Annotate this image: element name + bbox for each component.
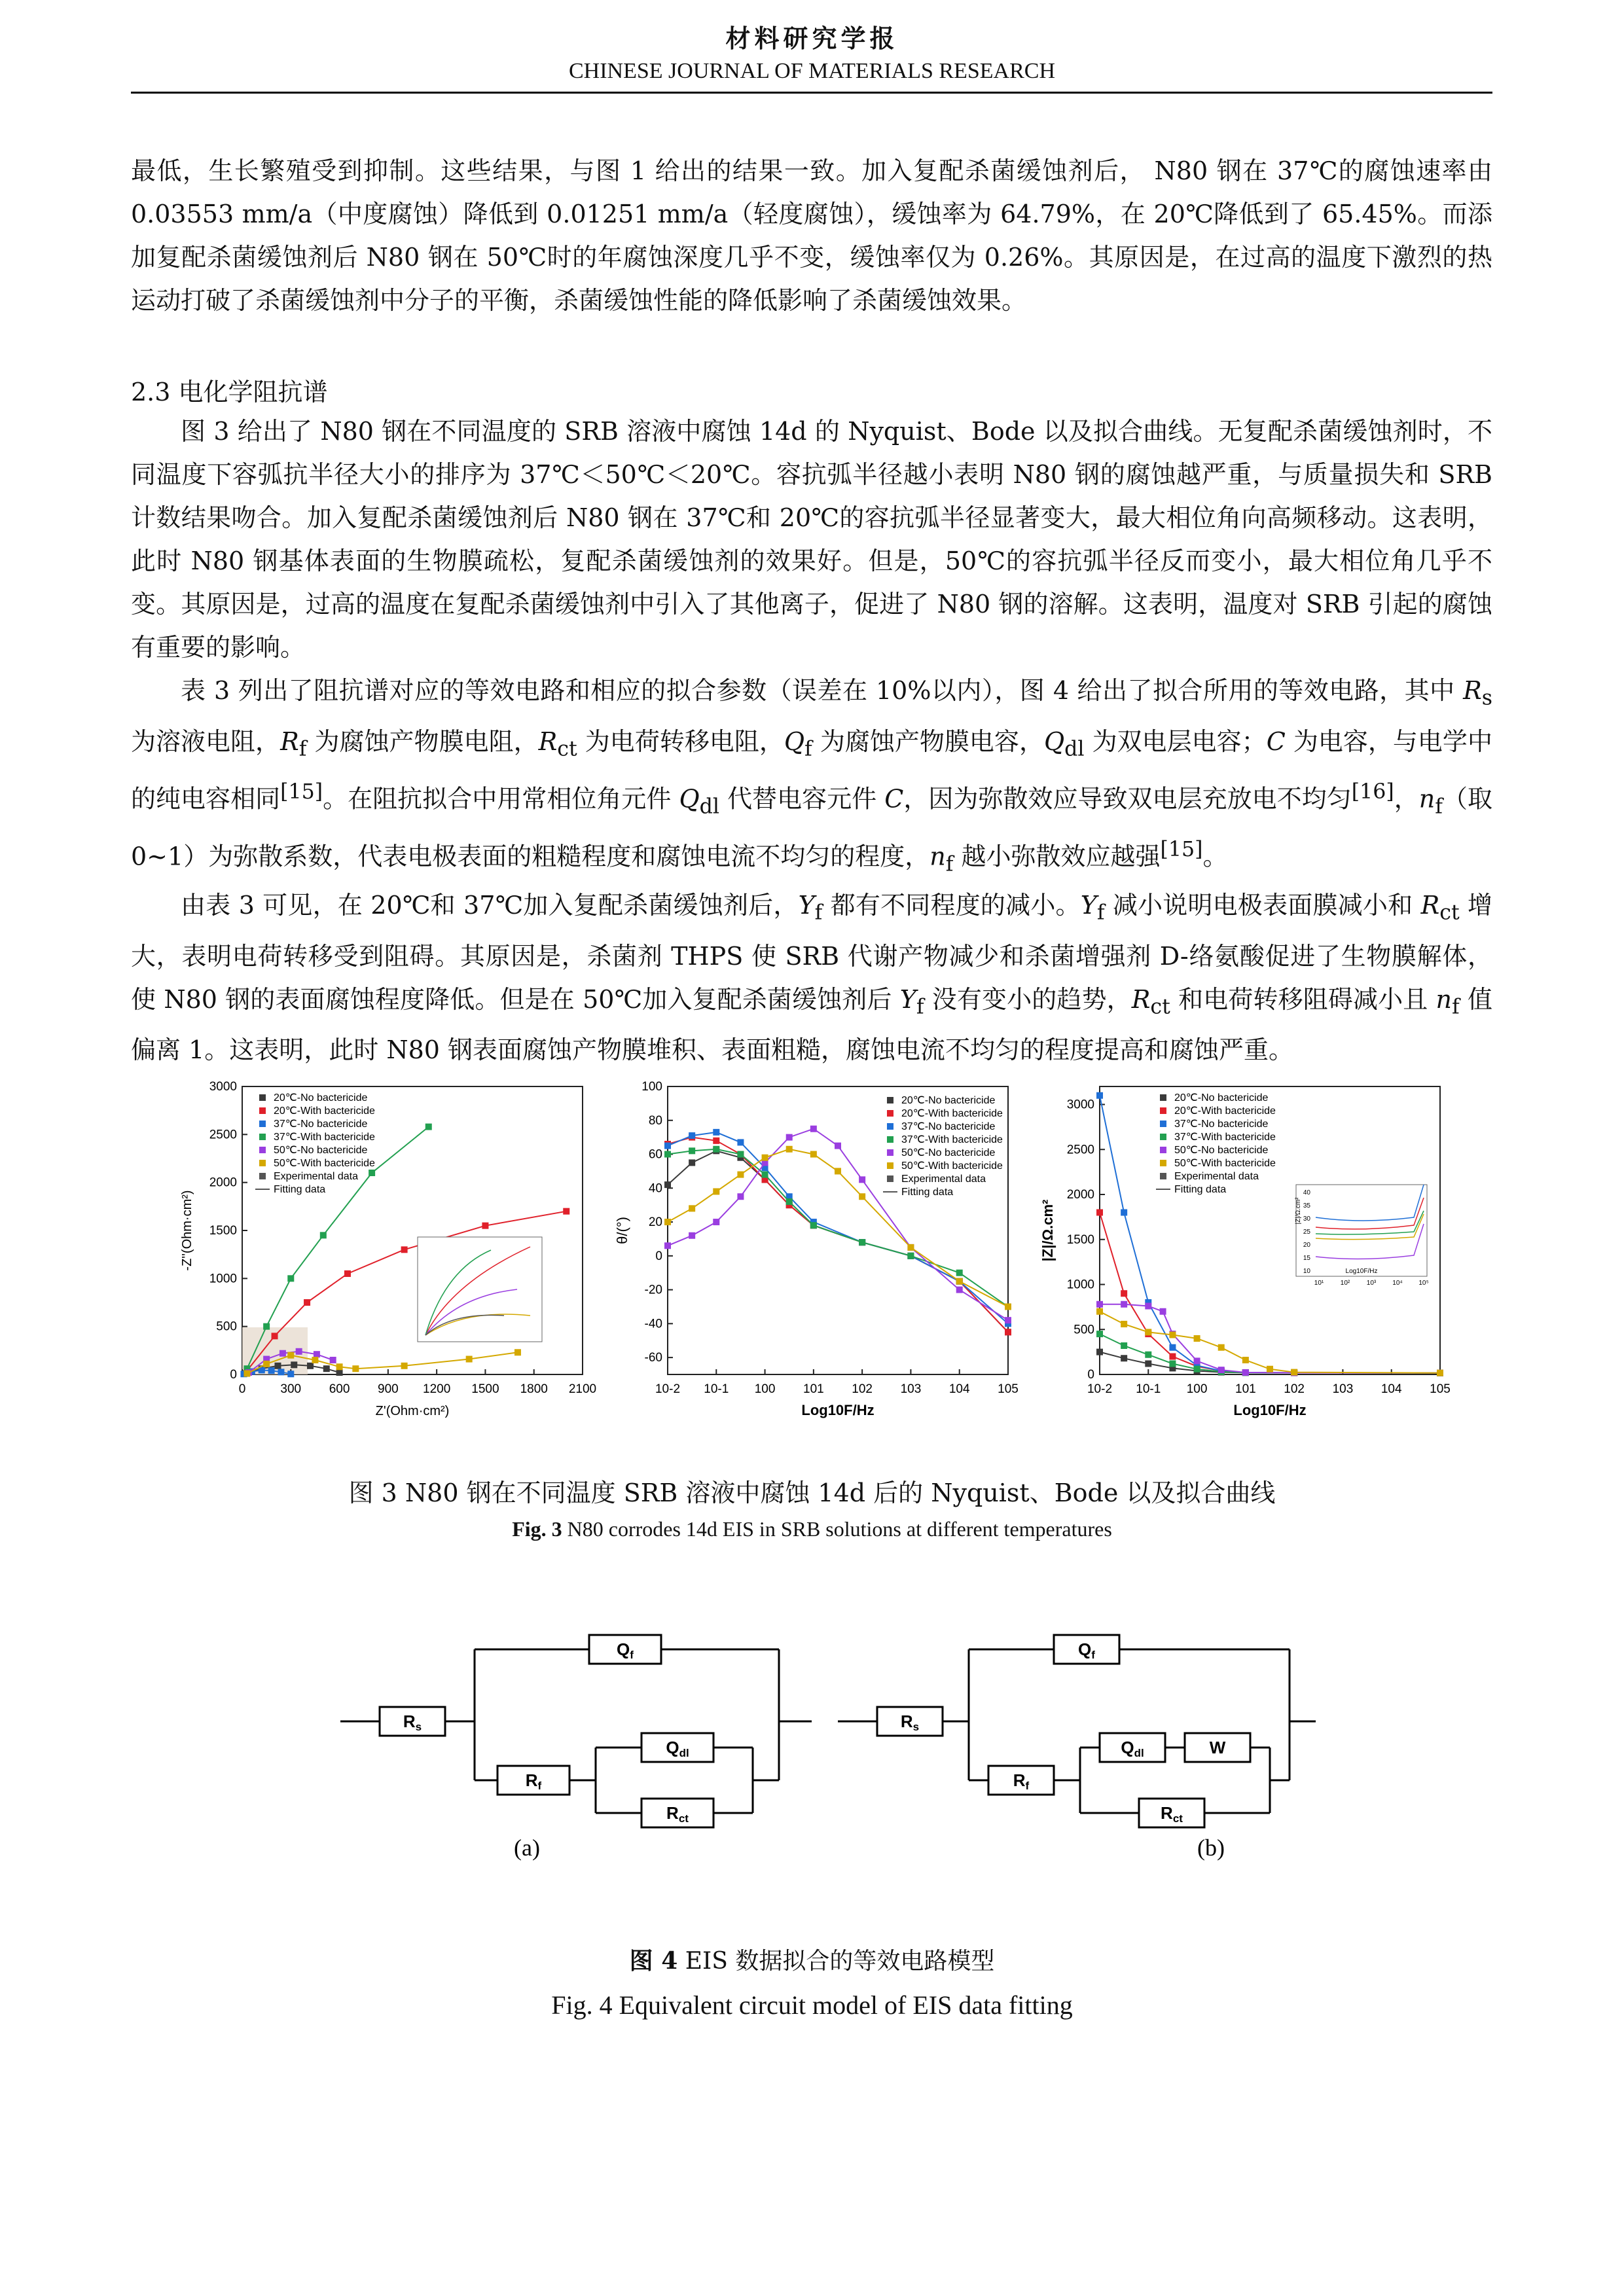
- figure-3-caption-en: Fig. 3 N80 corrodes 14d EIS in SRB solutions at different temperatures: [512, 1517, 1112, 1541]
- y-tick-label: -60: [644, 1351, 662, 1365]
- paragraph-2: 图 3 给出了 N80 钢在不同温度的 SRB 溶液中腐蚀 14d 的 Nyquist、Bode 以及拟合曲线。无复配杀菌缓蚀剂时，不同温度下容弧抗半径大小的排序为 37℃＜50℃＜20℃。容抗弧半径越小表明 N80 钢的腐蚀越严重，与质量损失和 SRB 计数结果吻合。加入复配杀菌缓蚀剂后 N80 钢在 37℃和 20℃的容抗弧半径显著变大，最大相位角向高频移动。这表明，此时 N80 钢基体表面的生物膜疏松，复配杀菌缓蚀剂的效果好。但是，50℃的容抗弧半径反而变小，最大相位角几乎不变。其原因是，过高的温度在复配杀菌缓蚀剂中引入了其他离子，促进了 N80 钢的溶解。这表明，温度对 SRB 引起的腐蚀有重要的影响。: [131, 417, 1492, 662]
- data-point: [664, 1219, 671, 1225]
- data-point: [280, 1350, 286, 1357]
- data-point: [689, 1232, 695, 1239]
- data-point: [244, 1371, 250, 1377]
- circuit-a-qf: Qf: [617, 1640, 634, 1661]
- legend-label: Experimental data: [901, 1174, 986, 1185]
- data-point: [1169, 1361, 1176, 1367]
- x-tick-label: 0: [238, 1382, 246, 1396]
- modulus-x-label: Log10F/Hz: [1233, 1402, 1307, 1418]
- circuit-b-rf: Rf: [1013, 1770, 1030, 1792]
- data-point: [859, 1193, 865, 1200]
- figure-4-caption-cn: 图 4 EIS 数据拟合的等效电路模型: [629, 1947, 995, 1975]
- data-point: [1169, 1344, 1176, 1351]
- inset-y-tick-label: 15: [1303, 1255, 1310, 1262]
- data-point: [287, 1371, 294, 1377]
- legend-label: 20℃-No bactericide: [901, 1095, 996, 1106]
- legend-swatch: [1160, 1107, 1166, 1114]
- x-tick-label: 900: [378, 1382, 399, 1396]
- data-point: [689, 1205, 695, 1211]
- y-tick-label: 60: [648, 1147, 662, 1162]
- circuit-a-rs: Rs: [403, 1712, 422, 1733]
- legend-swatch: [259, 1160, 266, 1166]
- x-tick-label: 1200: [423, 1382, 451, 1396]
- legend-swatch: [1160, 1173, 1166, 1179]
- data-point: [401, 1246, 408, 1253]
- legend-swatch: [887, 1097, 893, 1103]
- legend-swatch: [259, 1121, 266, 1127]
- data-point: [314, 1351, 320, 1357]
- data-point: [1194, 1357, 1200, 1364]
- data-point: [1169, 1354, 1176, 1360]
- legend-swatch: [887, 1149, 893, 1156]
- data-point: [352, 1365, 359, 1372]
- legend-label: 37℃-No bactericide: [901, 1121, 996, 1132]
- x-tick-label: 600: [329, 1382, 350, 1396]
- data-point: [1121, 1342, 1127, 1349]
- data-point: [810, 1126, 817, 1132]
- circuit-b-qf: Qf: [1078, 1640, 1095, 1661]
- legend-label: 37℃-With bactericide: [274, 1132, 375, 1143]
- legend-swatch: [259, 1134, 266, 1140]
- data-point: [689, 1159, 695, 1166]
- data-point: [737, 1139, 744, 1145]
- modulus-legend: [1156, 1092, 1276, 1195]
- modulus-inset: [1295, 1185, 1429, 1287]
- data-point: [762, 1172, 768, 1178]
- data-point: [274, 1363, 281, 1369]
- circuit-a-rct: Rct: [666, 1803, 689, 1825]
- data-point: [762, 1155, 768, 1161]
- data-point: [1145, 1303, 1151, 1310]
- x-tick-label: 102: [852, 1382, 873, 1396]
- figure-3: [157, 1080, 1479, 1440]
- data-point: [287, 1275, 294, 1282]
- circuit-b-rs: Rs: [900, 1712, 920, 1733]
- data-point: [1005, 1329, 1011, 1335]
- data-point: [786, 1146, 793, 1153]
- y-tick-label: 3000: [1066, 1098, 1094, 1112]
- data-point: [425, 1124, 432, 1130]
- x-tick-label: 1500: [471, 1382, 499, 1396]
- data-point: [323, 1365, 330, 1372]
- y-tick-label: -40: [644, 1317, 662, 1331]
- inset-x-label: Log10F/Hz: [1345, 1268, 1378, 1275]
- y-tick-label: 0: [655, 1249, 662, 1263]
- data-point: [810, 1151, 817, 1158]
- data-point: [1437, 1370, 1443, 1376]
- y-tick-label: 500: [1074, 1323, 1094, 1337]
- inset-y-tick-label: 20: [1303, 1242, 1310, 1249]
- x-tick-label: 10-1: [704, 1382, 729, 1396]
- data-point: [401, 1363, 408, 1369]
- data-point: [336, 1369, 343, 1376]
- x-tick-label: 2100: [568, 1382, 597, 1396]
- data-point: [1096, 1301, 1103, 1308]
- data-point: [1121, 1321, 1127, 1327]
- legend-swatch: [1160, 1160, 1166, 1166]
- data-point: [1291, 1369, 1297, 1376]
- data-point: [956, 1270, 963, 1276]
- circuit-a-qdl: Qdl: [666, 1738, 689, 1759]
- phase-legend: [883, 1095, 1003, 1198]
- y-tick-label: 2500: [209, 1128, 237, 1142]
- data-point: [1218, 1367, 1225, 1373]
- data-point: [320, 1232, 327, 1238]
- x-tick-label: 10-2: [1087, 1382, 1113, 1396]
- data-point: [1194, 1366, 1200, 1372]
- data-point: [263, 1361, 270, 1367]
- data-point: [1145, 1329, 1151, 1335]
- data-point: [1267, 1366, 1273, 1372]
- data-point: [835, 1168, 841, 1174]
- data-point: [307, 1363, 314, 1369]
- legend-swatch: [887, 1136, 893, 1143]
- data-point: [291, 1361, 297, 1368]
- legend-swatch: [259, 1173, 266, 1179]
- data-point: [835, 1143, 841, 1149]
- data-point: [956, 1278, 963, 1285]
- data-point: [514, 1349, 521, 1355]
- data-point: [859, 1239, 865, 1246]
- legend-label: 50℃-No bactericide: [901, 1147, 996, 1158]
- data-point: [287, 1352, 294, 1359]
- data-point: [956, 1287, 963, 1293]
- y-tick-label: 20: [648, 1215, 662, 1230]
- data-point: [810, 1222, 817, 1229]
- phase-y-label: θ/(°): [614, 1217, 630, 1244]
- data-point: [664, 1143, 671, 1149]
- inset-x-tick-label: 10⁵: [1418, 1280, 1429, 1287]
- x-tick-label: 103: [1332, 1382, 1354, 1396]
- data-point: [344, 1270, 351, 1277]
- data-point: [1096, 1308, 1103, 1315]
- data-point: [1096, 1210, 1103, 1216]
- inset-x-tick-label: 10²: [1340, 1280, 1350, 1287]
- x-tick-label: 10-2: [655, 1382, 681, 1396]
- x-tick-label: 104: [1380, 1382, 1402, 1396]
- nyquist-x-label: Z'(Ohm·cm²): [375, 1404, 450, 1418]
- circuit-b-qdl: Qdl: [1121, 1738, 1144, 1759]
- data-point: [1121, 1355, 1127, 1361]
- y-tick-label: 1000: [209, 1272, 237, 1286]
- inset-x-tick-label: 10³: [1366, 1280, 1377, 1287]
- data-point: [263, 1323, 270, 1330]
- x-tick-label: 102: [1284, 1382, 1305, 1396]
- legend-label: 37℃-No bactericide: [274, 1119, 368, 1130]
- section-heading: 2.3 电化学阻抗谱: [131, 378, 328, 406]
- circuit-a-label: (a): [514, 1835, 540, 1861]
- data-point: [1121, 1301, 1127, 1308]
- y-tick-label: 1500: [209, 1224, 237, 1238]
- x-tick-label: 10-1: [1136, 1382, 1161, 1396]
- journal-title-cn: 材料研究学报: [725, 24, 899, 53]
- legend-label: Experimental data: [274, 1171, 358, 1182]
- x-tick-label: 103: [900, 1382, 922, 1396]
- legend-label: Fitting data: [1174, 1184, 1227, 1195]
- y-tick-label: 100: [641, 1080, 662, 1094]
- legend-label: Fitting data: [274, 1184, 326, 1195]
- paragraph-4: 由表 3 可见，在 20℃和 37℃加入复配杀菌缓蚀剂后，$Y_f$ 都有不同程度的减小。$Y_f$ 减小说明电极表面膜减小和 $R_{ct}$ 增大，表明电荷转移受到阻碍。其原因是，杀菌剂 THPS 使 SRB 代谢产物减少和杀菌增强剂 D-络氨酸促进了生物膜解体，使 N80 钢的表面腐蚀程度降低。但是在 50℃加入复配杀菌缓蚀剂后 $Y_f$ 没有变小的趋势，$R_{ct}$ 和电荷转移阻碍减小且 $n_f$ 值偏离 1。这表明，此时 N80 钢表面腐蚀产物膜堆积、表面粗糙，腐蚀电流不均匀的程度提高和腐蚀严重。: [131, 891, 1492, 1065]
- data-point: [1121, 1290, 1127, 1297]
- nyquist-inset: [418, 1237, 542, 1342]
- paragraph-1: 最低，生长繁殖受到抑制。这些结果，与图 1 给出的结果一致。加入复配杀菌缓蚀剂后， N80 钢在 37℃的腐蚀速率由 0.03553 mm/a（中度腐蚀）降低到 0.01251 mm/a（轻度腐蚀），缓蚀率为 64.79%，在 20℃降低到了 65.45%。而添加复配杀菌缓蚀剂后 N80 钢在 50℃时的年腐蚀深度几乎不变，缓蚀率仅为 0.26%。其原因是，在过高的温度下激烈的热运动打破了杀菌缓蚀剂中分子的平衡，杀菌缓蚀性能的降低影响了杀菌缓蚀效果。: [131, 156, 1492, 315]
- legend-label: 20℃-With bactericide: [901, 1108, 1003, 1119]
- data-point: [1242, 1357, 1249, 1363]
- data-point: [1121, 1210, 1127, 1216]
- data-point: [278, 1369, 284, 1375]
- legend-label: 37℃-With bactericide: [1174, 1132, 1276, 1143]
- x-tick-label: 105: [1430, 1382, 1451, 1396]
- legend-label: 50℃-No bactericide: [1174, 1145, 1269, 1156]
- legend-swatch: [1160, 1094, 1166, 1101]
- circuit-b-label: (b): [1197, 1835, 1225, 1861]
- legend-swatch: [1160, 1121, 1166, 1127]
- nyquist-legend: [255, 1092, 375, 1195]
- legend-label: Experimental data: [1174, 1171, 1259, 1182]
- legend-label: 50℃-With bactericide: [901, 1160, 1003, 1172]
- inset-x-tick-label: 10⁴: [1392, 1280, 1403, 1287]
- data-point: [859, 1176, 865, 1183]
- phase-x-label: Log10F/Hz: [801, 1402, 875, 1418]
- data-point: [312, 1357, 318, 1363]
- data-point: [1160, 1308, 1166, 1315]
- legend-label: 50℃-No bactericide: [274, 1145, 368, 1156]
- data-point: [1194, 1335, 1200, 1342]
- nyquist-chart: [180, 1080, 596, 1418]
- data-point: [664, 1151, 671, 1158]
- legend-label: 50℃-With bactericide: [274, 1158, 375, 1169]
- y-tick-label: 1500: [1066, 1232, 1094, 1247]
- data-point: [1169, 1332, 1176, 1338]
- y-tick-label: 1000: [1066, 1278, 1094, 1292]
- data-point: [737, 1172, 744, 1178]
- data-point: [1145, 1361, 1151, 1367]
- y-tick-label: 0: [230, 1368, 237, 1382]
- data-point: [330, 1357, 336, 1363]
- journal-title-en: CHINESE JOURNAL OF MATERIALS RESEARCH: [568, 59, 1056, 83]
- data-point: [713, 1138, 719, 1144]
- y-tick-label: -20: [644, 1283, 662, 1297]
- data-point: [907, 1253, 914, 1259]
- y-tick-label: 80: [648, 1113, 662, 1128]
- legend-swatch: [259, 1094, 266, 1101]
- legend-label: 20℃-No bactericide: [1174, 1092, 1269, 1103]
- legend-label: Fitting data: [901, 1187, 954, 1198]
- x-tick-label: 101: [1235, 1382, 1256, 1396]
- data-point: [268, 1367, 275, 1374]
- paragraph-3: 表 3 列出了阻抗谱对应的等效电路和相应的拟合参数（误差在 10%以内），图 4 给出了拟合所用的等效电路，其中 $R_s$ 为溶液电阻，$R_f$ 为腐蚀产物膜电阻，$R_{ct}$ 为电荷转移电阻，$Q_f$ 为腐蚀产物膜电容，$Q_{dl}$ 为双电层电容；C 为电容，与电学中的纯电容相同[15]。在阻抗拟合中用常相位角元件 $Q_{dl}$ 代替电容元件 C，因为弥散效应导致双电层充放电不均匀[16]，$n_f$（取 0~1）为弥散系数，代表电极表面的粗糙程度和腐蚀电流不均匀的程度，$n_f$ 越小弥散效应越强[15]。: [131, 676, 1492, 876]
- bode-modulus-chart: [1039, 1086, 1451, 1418]
- legend-swatch: [887, 1110, 893, 1117]
- data-point: [713, 1219, 719, 1225]
- x-tick-label: 300: [280, 1382, 302, 1396]
- y-tick-label: 3000: [209, 1080, 237, 1094]
- data-point: [1145, 1352, 1151, 1358]
- x-tick-label: 1800: [520, 1382, 548, 1396]
- legend-label: 37℃-With bactericide: [901, 1134, 1003, 1145]
- circuit-b-w: W: [1209, 1738, 1226, 1757]
- circuit-b-rct: Rct: [1161, 1803, 1183, 1825]
- data-point: [689, 1132, 695, 1139]
- legend-label: 20℃-No bactericide: [274, 1092, 368, 1103]
- legend-label: 20℃-With bactericide: [1174, 1105, 1276, 1117]
- data-point: [272, 1333, 278, 1339]
- x-tick-label: 100: [754, 1382, 776, 1396]
- legend-swatch: [1160, 1134, 1166, 1140]
- legend-swatch: [887, 1162, 893, 1169]
- data-point: [786, 1198, 793, 1205]
- data-point: [304, 1299, 310, 1306]
- y-tick-label: 500: [216, 1319, 237, 1334]
- x-tick-label: 101: [803, 1382, 824, 1396]
- data-point: [482, 1223, 488, 1229]
- data-point: [1218, 1344, 1225, 1351]
- data-point: [737, 1193, 744, 1200]
- data-point: [563, 1208, 569, 1215]
- inset-y-tick-label: 40: [1303, 1189, 1310, 1196]
- legend-swatch: [887, 1123, 893, 1130]
- legend-label: 37℃-No bactericide: [1174, 1119, 1269, 1130]
- data-point: [907, 1244, 914, 1251]
- data-point: [296, 1348, 302, 1355]
- legend-swatch: [1160, 1147, 1166, 1153]
- data-point: [664, 1242, 671, 1249]
- data-point: [336, 1363, 343, 1370]
- data-point: [1096, 1331, 1103, 1337]
- data-point: [786, 1134, 793, 1141]
- data-point: [369, 1170, 375, 1176]
- modulus-y-label: |Z|/Ω.cm²: [1039, 1199, 1056, 1262]
- figure-4-circuits: [327, 1623, 1322, 1865]
- data-point: [1096, 1349, 1103, 1355]
- nyquist-y-label: -Z''(Ohm·cm²): [180, 1190, 194, 1271]
- legend-swatch: [259, 1147, 266, 1153]
- inset-y-tick-label: 30: [1303, 1215, 1310, 1223]
- y-tick-label: 2500: [1066, 1143, 1094, 1157]
- legend-label: 50℃-With bactericide: [1174, 1158, 1276, 1169]
- x-tick-label: 100: [1186, 1382, 1208, 1396]
- data-point: [713, 1129, 719, 1136]
- header-rule: [131, 92, 1492, 94]
- data-point: [1242, 1369, 1249, 1376]
- data-point: [689, 1147, 695, 1154]
- y-tick-label: 0: [1087, 1368, 1094, 1382]
- y-tick-label: 40: [648, 1181, 662, 1196]
- data-point: [713, 1146, 719, 1153]
- inset-x-tick-label: 10¹: [1314, 1280, 1324, 1287]
- bode-phase-chart: [614, 1080, 1019, 1418]
- inset-y-label: |Z|/Ω.cm²: [1295, 1197, 1302, 1225]
- x-tick-label: 104: [948, 1382, 970, 1396]
- x-tick-label: 105: [998, 1382, 1019, 1396]
- data-point: [737, 1151, 744, 1158]
- y-tick-label: 2000: [209, 1175, 237, 1190]
- legend-swatch: [887, 1175, 893, 1182]
- circuit-a-rf: Rf: [525, 1770, 542, 1792]
- inset-y-tick-label: 25: [1303, 1229, 1310, 1236]
- figure-4-caption-en: Fig. 4 Equivalent circuit model of EIS data fitting: [551, 1990, 1073, 2020]
- data-point: [466, 1356, 473, 1363]
- legend-swatch: [259, 1107, 266, 1114]
- data-point: [713, 1188, 719, 1194]
- data-point: [1096, 1092, 1103, 1099]
- inset-y-tick-label: 10: [1303, 1268, 1310, 1275]
- data-point: [1005, 1317, 1011, 1323]
- figure-3-caption-cn: 图 3 N80 钢在不同温度 SRB 溶液中腐蚀 14d 后的 Nyquist、Bode 以及拟合曲线: [348, 1479, 1276, 1507]
- y-tick-label: 2000: [1066, 1188, 1094, 1202]
- inset-y-tick-label: 35: [1303, 1202, 1310, 1210]
- legend-label: 20℃-With bactericide: [274, 1105, 375, 1117]
- data-point: [1005, 1303, 1011, 1310]
- data-point: [664, 1181, 671, 1188]
